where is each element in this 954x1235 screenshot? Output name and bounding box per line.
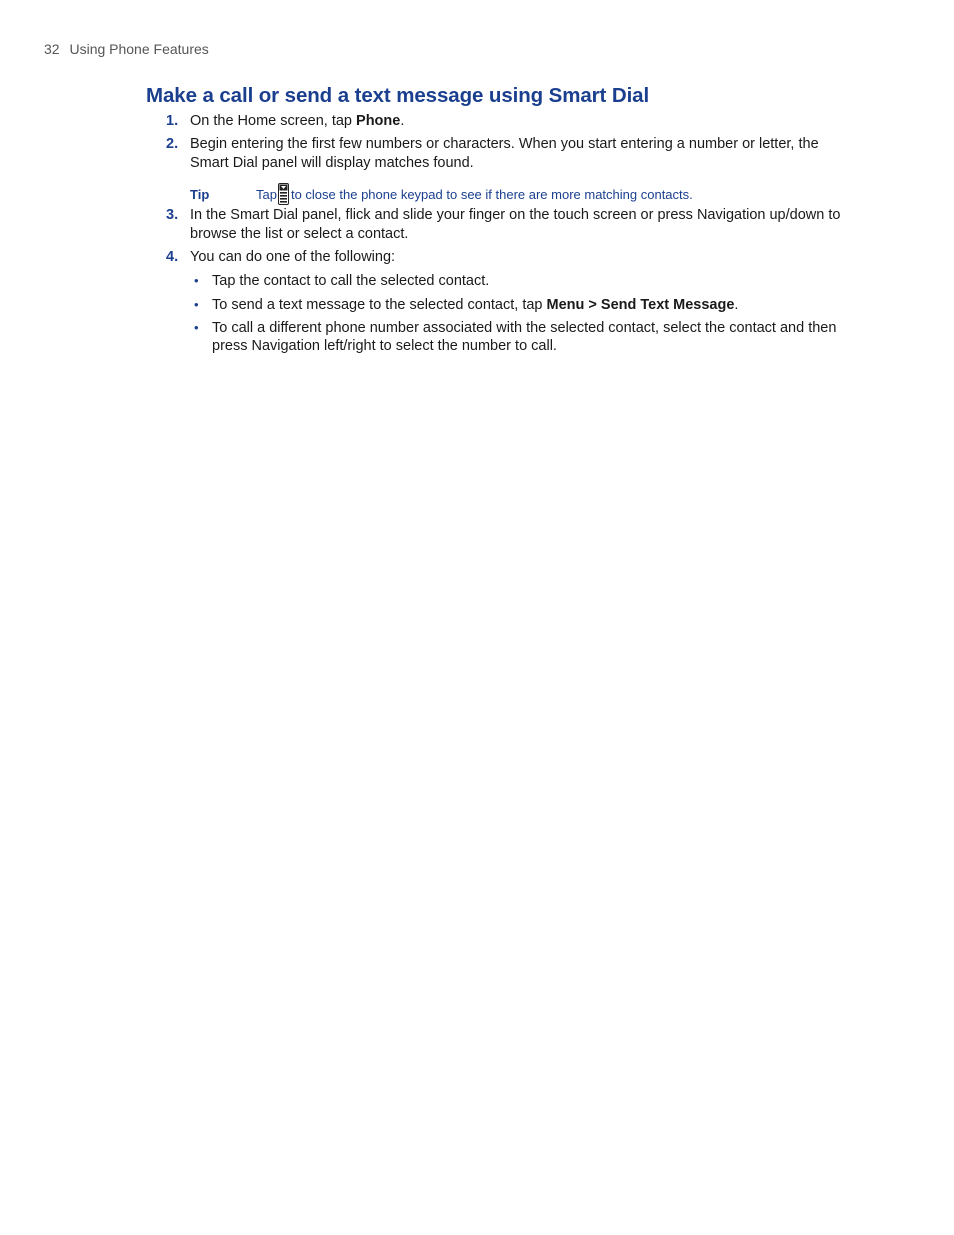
- step-2: [166, 135, 856, 173]
- step-text: In the Smart Dial panel, flick and slide your finger on the touch screen or press Navigation up/down to browse the list or select a contact.: [190, 207, 841, 242]
- step-text: You can do one of the following:: [190, 249, 396, 265]
- step-text-post: .: [400, 113, 405, 129]
- tip-note: [190, 183, 850, 205]
- step-number: 4.: [166, 249, 179, 265]
- step-text-bold: Phone: [356, 113, 401, 129]
- running-header: [44, 41, 209, 57]
- step-4: [166, 248, 856, 267]
- step-number: 1.: [166, 113, 179, 129]
- bullet-item-3: [194, 319, 854, 355]
- bullet-text: Tap the contact to call the selected contact.: [212, 273, 490, 289]
- tip-text-pre: Tap: [256, 187, 277, 202]
- tip-text-post: to close the phone keypad to see if there are more matching contacts.: [290, 187, 693, 202]
- section-title: Make a call or send a text message using Smart Dial: [146, 84, 650, 107]
- step-number: 3.: [166, 207, 179, 223]
- step-1: [166, 112, 856, 131]
- step-text: Begin entering the first few numbers or characters. When you start entering a number or letter, the Smart Dial panel will display matches found.: [190, 136, 819, 171]
- bullet-item-2: [194, 296, 854, 314]
- bullet-dot: •: [194, 320, 199, 335]
- phone-keypad-icon: [278, 183, 289, 205]
- bullet-text-post: .: [734, 297, 739, 313]
- step-text: [190, 112, 856, 131]
- tip-label: Tip: [190, 187, 210, 202]
- bullet-text-bold: Menu > Send Text Message: [546, 297, 735, 313]
- step-number: 2.: [166, 136, 179, 152]
- step-3: [166, 206, 856, 244]
- bullet-text: To call a different phone number associated with the selected contact, select the contact and then press Navigation left/right to select the number to call.: [212, 320, 837, 354]
- running-header-section: Using Phone Features: [69, 41, 209, 57]
- bullet-dot: •: [194, 273, 199, 288]
- bullet-dot: •: [194, 297, 199, 312]
- bullet-text: [212, 296, 854, 314]
- bullet-item-1: [194, 272, 854, 290]
- bullet-text-pre: To send a text message to the selected contact, tap: [212, 297, 547, 313]
- page-number: 32: [44, 41, 60, 57]
- step-text-pre: On the Home screen, tap: [190, 113, 357, 129]
